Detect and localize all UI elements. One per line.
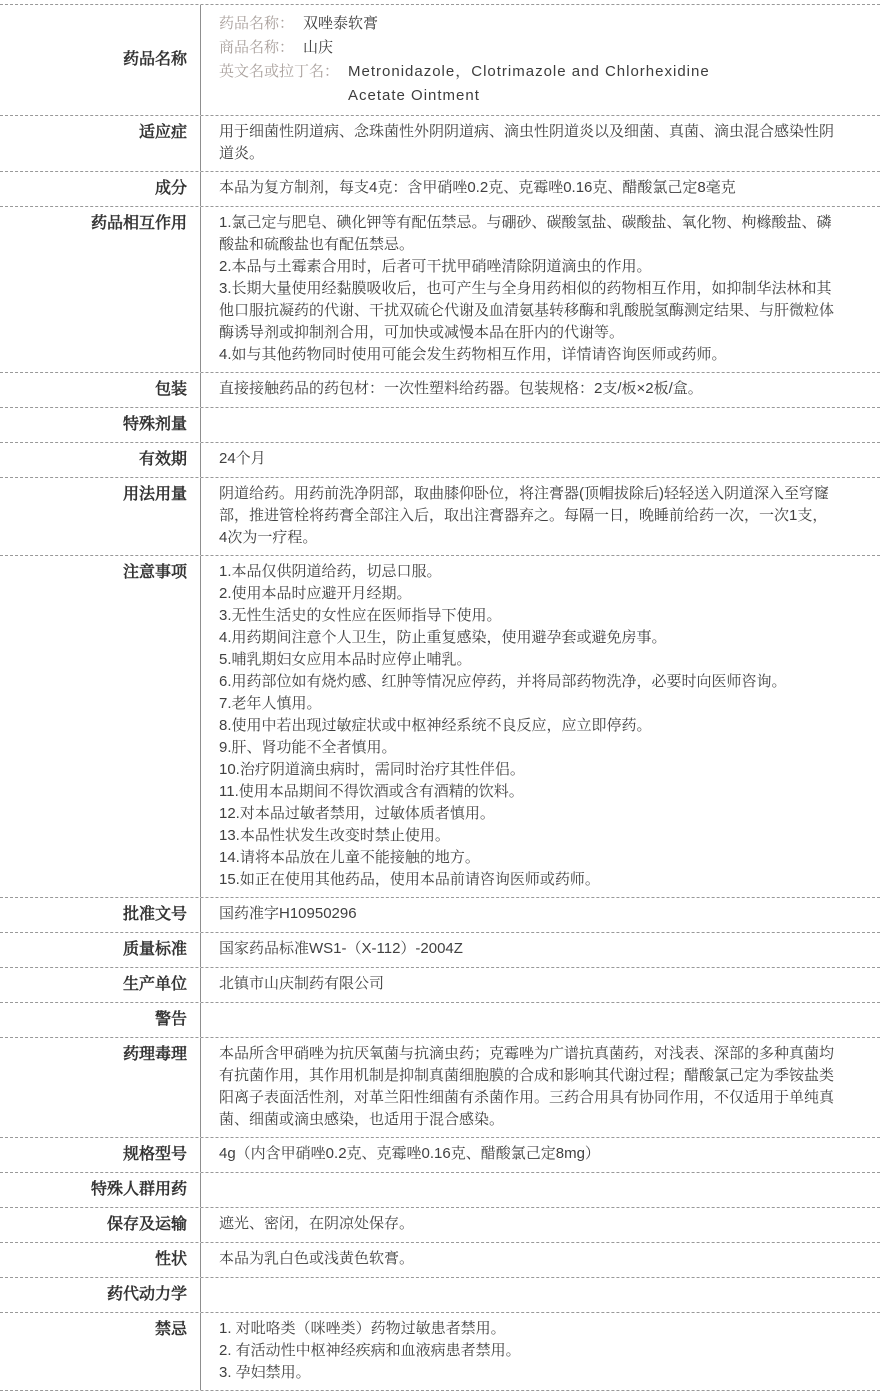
text-line: 8.使用中若出现过敏症状或中枢神经系统不良反应，应立即停药。 xyxy=(219,717,652,734)
text-line: 9.肝、肾功能不全者慎用。 xyxy=(219,739,397,756)
row-pharmacology-toxicology xyxy=(0,1038,880,1138)
text-line: 15.如正在使用其他药品，使用本品前请咨询医师或药师。 xyxy=(219,871,600,888)
text-line: 2. 有活动性中枢神经疾病和血液病患者禁用。 xyxy=(219,1342,521,1359)
row-validity-value xyxy=(200,443,880,477)
text-line: 4.如与其他药物同时使用可能会发生药物相互作用，详情请咨询医师或药师。 xyxy=(219,346,727,363)
row-validity xyxy=(0,443,880,478)
row-manufacturer-label: 生产单位 xyxy=(122,976,187,993)
text-line: 国家药品标准WS1-（X-112）-2004Z xyxy=(219,940,463,957)
text-line: 1. 对吡咯类（咪唑类）药物过敏患者禁用。 xyxy=(219,1320,506,1337)
row-special-population xyxy=(0,1173,880,1208)
row-special-population-value xyxy=(200,1173,880,1207)
row-ingredients xyxy=(0,172,880,207)
row-pharmacokinetics-label: 药代动力学 xyxy=(106,1286,187,1303)
field-generic-name-label: 药品名称： xyxy=(219,15,295,32)
row-drug-name xyxy=(0,5,880,116)
row-pharmacokinetics-value xyxy=(200,1278,880,1312)
row-quality-standard-value xyxy=(200,933,880,967)
text-line: 7.老年人慎用。 xyxy=(219,695,322,712)
field-trade-name-label: 商品名称： xyxy=(219,39,295,56)
row-manufacturer-value xyxy=(200,968,880,1002)
row-warning-value xyxy=(200,1003,880,1037)
row-warning xyxy=(0,1003,880,1038)
row-drug-name-label: 药品名称 xyxy=(122,51,187,68)
text-line: 14.请将本品放在儿童不能接触的地方。 xyxy=(219,849,480,866)
text-line: 4g（内含甲硝唑0.2克、克霉唑0.16克、醋酸氯己定8mg） xyxy=(219,1145,600,1162)
row-quality-standard xyxy=(0,933,880,968)
row-special-dosage xyxy=(0,408,880,443)
row-manufacturer xyxy=(0,968,880,1003)
field-english-name-label: 英文名或拉丁名： xyxy=(219,63,340,80)
row-storage-transport-label: 保存及运输 xyxy=(106,1216,187,1233)
row-contraindications-value xyxy=(200,1313,880,1390)
text-line: 1.本品仅供阴道给药，切忌口服。 xyxy=(219,563,442,580)
text-line: 国药准字H10950296 xyxy=(219,905,357,922)
row-quality-standard-label: 质量标准 xyxy=(122,941,187,958)
text-line: 阴道给药。用药前洗净阴部，取曲膝仰卧位，将注膏器(顶帽拔除后)轻轻送入阴道深入至穹窿部，推进管栓将药膏全部注入后，取出注膏器弃之。每隔一日，晚睡前给药一次，一次1支，4次为一疗程。 xyxy=(219,485,829,546)
text-line: 10.治疗阴道滴虫病时，需同时治疗其性伴侣。 xyxy=(219,761,525,778)
row-usage-dosage-label: 用法用量 xyxy=(122,486,187,503)
text-line: 3.无性生活史的女性应在医师指导下使用。 xyxy=(219,607,502,624)
row-packaging-label: 包装 xyxy=(154,381,187,398)
row-specification xyxy=(0,1138,880,1173)
row-pharmacology-toxicology-value xyxy=(200,1038,880,1137)
text-line: 遮光、密闭，在阴凉处保存。 xyxy=(219,1215,415,1232)
text-line: 2.使用本品时应避开月经期。 xyxy=(219,585,412,602)
text-line: 24个月 xyxy=(219,450,266,467)
field-english-name xyxy=(219,60,835,108)
row-approval-number-label: 批准文号 xyxy=(122,906,187,923)
row-indications-value xyxy=(200,116,880,171)
text-line: 北镇市山庆制药有限公司 xyxy=(219,975,385,992)
field-generic-name-value: 双唑泰软膏 xyxy=(303,15,379,32)
row-character-label: 性状 xyxy=(154,1251,187,1268)
text-line: 12.对本品过敏者禁用，过敏体质者慎用。 xyxy=(219,805,495,822)
row-indications-label: 适应症 xyxy=(138,124,187,141)
field-trade-name xyxy=(219,36,835,60)
text-line: 11.使用本品期间不得饮酒或含有酒精的饮料。 xyxy=(219,783,524,800)
text-line: 13.本品性状发生改变时禁止使用。 xyxy=(219,827,450,844)
row-contraindications xyxy=(0,1313,880,1391)
row-interactions xyxy=(0,207,880,373)
row-drug-name-value xyxy=(200,5,880,115)
row-validity-label: 有效期 xyxy=(138,451,187,468)
row-warning-label: 警告 xyxy=(154,1011,187,1028)
row-indications xyxy=(0,116,880,172)
row-usage-dosage-value xyxy=(200,478,880,555)
row-storage-transport-value xyxy=(200,1208,880,1242)
row-ingredients-value xyxy=(200,172,880,206)
row-interactions-label: 药品相互作用 xyxy=(90,215,187,232)
row-character xyxy=(0,1243,880,1278)
text-line: 本品所含甲硝唑为抗厌氧菌与抗滴虫药；克霉唑为广谱抗真菌药，对浅表、深部的多种真菌均有抗菌作用，其作用机制是抑制真菌细胞膜的合成和影响其代谢过程；醋酸氯己定为季铵盐类阳离子表面活性剂，对革兰阳性细菌有杀菌作用。三药合用具有协同作用，不仅适用于单纯真菌、细菌或滴虫感染，也适用于混合感染。 xyxy=(219,1045,835,1128)
text-line: 6.用药部位如有烧灼感、红肿等情况应停药，并将局部药物洗净，必要时向医师咨询。 xyxy=(219,673,787,690)
row-pharmacokinetics xyxy=(0,1278,880,1313)
text-line: 3. 孕妇禁用。 xyxy=(219,1364,311,1381)
row-packaging xyxy=(0,373,880,408)
row-ingredients-label: 成分 xyxy=(154,180,187,197)
row-special-dosage-label: 特殊剂量 xyxy=(122,416,187,433)
row-approval-number-value xyxy=(200,898,880,932)
row-precautions xyxy=(0,556,880,898)
text-line: 本品为乳白色或浅黄色软膏。 xyxy=(219,1250,415,1267)
text-line: 1.氯己定与肥皂、碘化钾等有配伍禁忌。与硼砂、碳酸氢盐、碳酸盐、氧化物、枸橼酸盐、磷酸盐和硫酸盐也有配伍禁忌。 xyxy=(219,214,832,253)
field-trade-name-value: 山庆 xyxy=(303,39,334,56)
text-line: 本品为复方制剂，每支4克：含甲硝唑0.2克、克霉唑0.16克、醋酸氯己定8毫克 xyxy=(219,179,736,196)
text-line: 用于细菌性阴道病、念珠菌性外阴阴道病、滴虫性阴道炎以及细菌、真菌、滴虫混合感染性阴道炎。 xyxy=(219,123,835,162)
text-line: 5.哺乳期妇女应用本品时应停止哺乳。 xyxy=(219,651,472,668)
row-special-population-label: 特殊人群用药 xyxy=(90,1181,187,1198)
row-interactions-value xyxy=(200,207,880,372)
row-specification-value xyxy=(200,1138,880,1172)
row-specification-label: 规格型号 xyxy=(122,1146,187,1163)
row-usage-dosage xyxy=(0,478,880,556)
row-pharmacology-toxicology-label: 药理毒理 xyxy=(122,1046,187,1063)
text-line: 2.本品与土霉素合用时，后者可干扰甲硝唑清除阴道滴虫的作用。 xyxy=(219,258,652,275)
row-approval-number xyxy=(0,898,880,933)
english-name-line-2: Acetate Ointment xyxy=(348,87,480,104)
row-precautions-value xyxy=(200,556,880,897)
row-precautions-label: 注意事项 xyxy=(122,564,187,581)
english-name-line-1: Metronidazole，Clotrimazole and Chlorhexidine xyxy=(348,63,710,80)
drug-info-table xyxy=(0,4,880,1391)
text-line: 3.长期大量使用经黏膜吸收后，也可产生与全身用药相似的药物相互作用，如抑制华法林和其他口服抗凝药的代谢、干扰双硫仑代谢及血清氨基转移酶和乳酸脱氢酶测定结果、与肝微粒体酶诱导剂或抑制剂合用，可加快或减慢本品在肝内的代谢等。 xyxy=(219,280,835,341)
row-special-dosage-value xyxy=(200,408,880,442)
row-packaging-value xyxy=(200,373,880,407)
row-storage-transport xyxy=(0,1208,880,1243)
row-character-value xyxy=(200,1243,880,1277)
text-line: 4.用药期间注意个人卫生，防止重复感染，使用避孕套或避免房事。 xyxy=(219,629,667,646)
field-english-name-value xyxy=(348,60,710,108)
row-contraindications-label: 禁忌 xyxy=(154,1321,187,1338)
text-line: 直接接触药品的药包材：一次性塑料给药器。包装规格：2支/板×2板/盒。 xyxy=(219,380,703,397)
field-generic-name xyxy=(219,12,835,36)
